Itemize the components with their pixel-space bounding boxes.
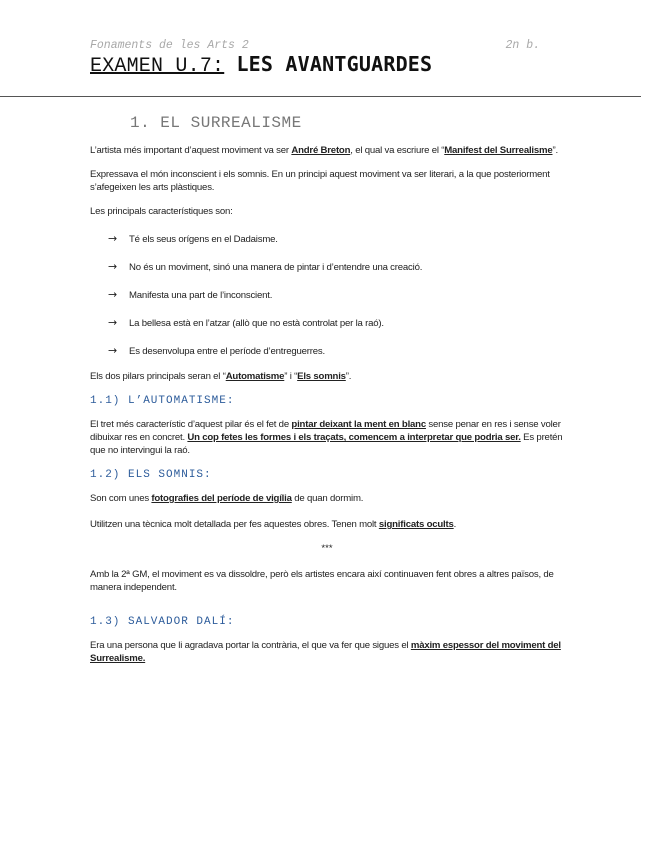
- text: El tret més característic d’aquest pilar és el fet de: [90, 419, 292, 430]
- text: ”.: [345, 371, 352, 382]
- list-item-text: Té els seus orígens en el Dadaisme.: [129, 234, 278, 245]
- text: L’artista més important d’aquest moviment va ser: [90, 145, 292, 156]
- paragraph-inconscient: Expressava el món inconscient i els somnis. En un principi aquest moviment va ser literari, a la que posteriorment s’afegeixen les arts plàstiques.: [90, 169, 550, 193]
- title-prefix: EXAMEN U.7:: [90, 55, 225, 78]
- text: sense penar en res i sense voler dibuixar res en concret.: [90, 419, 561, 443]
- highlight-significats-ocults: significats ocults: [378, 519, 454, 530]
- highlight-ment-en-blanc: pintar deixant la ment en blanc: [291, 419, 426, 430]
- title-main: LES AVANTGUARDES: [236, 52, 433, 76]
- paragraph-pilars: [90, 370, 564, 383]
- text: Son com unes: [90, 493, 152, 504]
- paragraph-caracteristiques: Les principals característiques son:: [90, 206, 233, 217]
- text: Els dos pilars principals seran el “: [90, 371, 226, 382]
- paragraph-breton: [90, 144, 564, 157]
- highlight-els-somnis: Els somnis: [297, 371, 346, 382]
- text: ”.: [552, 145, 558, 156]
- list-item-text: La bellesa està en l’atzar (allò que no està controlat per la raó).: [129, 318, 384, 329]
- arrow-right-icon: →: [108, 260, 118, 273]
- paragraph-segona-guerra: Amb la 2ª GM, el moviment es va dissoldre, però els artistes encara així continuaven fent obres a altres països, de manera independent.: [90, 569, 554, 593]
- highlight-manifest: Manifest del Surrealisme: [444, 145, 553, 156]
- text: .: [453, 519, 457, 530]
- paragraph-somnis-fotografies: [90, 492, 564, 505]
- document-header-subject: [90, 39, 540, 52]
- section-heading-dali: 1.3) SALVADOR DALÍ:: [90, 616, 235, 628]
- paragraph-automatisme: [90, 418, 564, 457]
- section-heading-somnis: 1.2) ELS SOMNIS:: [90, 469, 212, 481]
- section-heading-surrealisme: 1. EL SURREALISME: [130, 114, 302, 132]
- highlight-vigilia: fotografies del període de vigília: [151, 493, 292, 504]
- arrow-right-icon: →: [108, 232, 118, 245]
- text: Era una persona que li agradava portar la contrària, el que va fer que sigues el: [90, 640, 411, 651]
- list-item: [108, 288, 564, 302]
- header-divider: [0, 96, 641, 97]
- text: Es pretén que no intervingui la raó.: [90, 432, 563, 456]
- arrow-right-icon: →: [108, 288, 118, 301]
- paragraph-somnis-tecnica: [90, 518, 564, 531]
- section-heading-automatisme: 1.1) L’AUTOMATISME:: [90, 395, 235, 407]
- highlight-andre-breton: André Breton: [291, 145, 351, 156]
- subject-label: Fonaments de les Arts 2: [90, 39, 249, 52]
- list-item: [108, 344, 564, 358]
- list-item: [108, 232, 564, 246]
- document-body: [90, 114, 564, 676]
- text: Utilitzen una tècnica molt detallada per fes aquestes obres. Tenen molt: [90, 519, 379, 530]
- list-item: [108, 260, 564, 274]
- class-label: 2n b.: [505, 39, 540, 52]
- list-item-text: Manifesta una part de l’inconscient.: [129, 290, 273, 301]
- list-item-text: No és un moviment, sinó una manera de pintar i d’entendre una creació.: [129, 262, 423, 273]
- separator-stars: ***: [321, 543, 333, 554]
- highlight-automatisme: Automatisme: [225, 371, 285, 382]
- paragraph-dali: [90, 639, 564, 665]
- arrow-right-icon: →: [108, 316, 118, 329]
- list-item-text: Es desenvolupa entre el període d’entreguerres.: [129, 346, 325, 357]
- list-item: [108, 316, 564, 330]
- page-title: [90, 52, 432, 78]
- text: ” i “: [284, 371, 298, 382]
- text: , el qual va escriure el “: [350, 145, 445, 156]
- text: de quan dormim.: [291, 493, 364, 504]
- highlight-interpretar: Un cop fetes les formes i els traçats, comencem a interpretar que podria ser.: [187, 432, 521, 443]
- arrow-right-icon: →: [108, 344, 118, 357]
- highlight-maxim-espessor: màxim espessor del moviment del Surrealisme.: [90, 640, 561, 664]
